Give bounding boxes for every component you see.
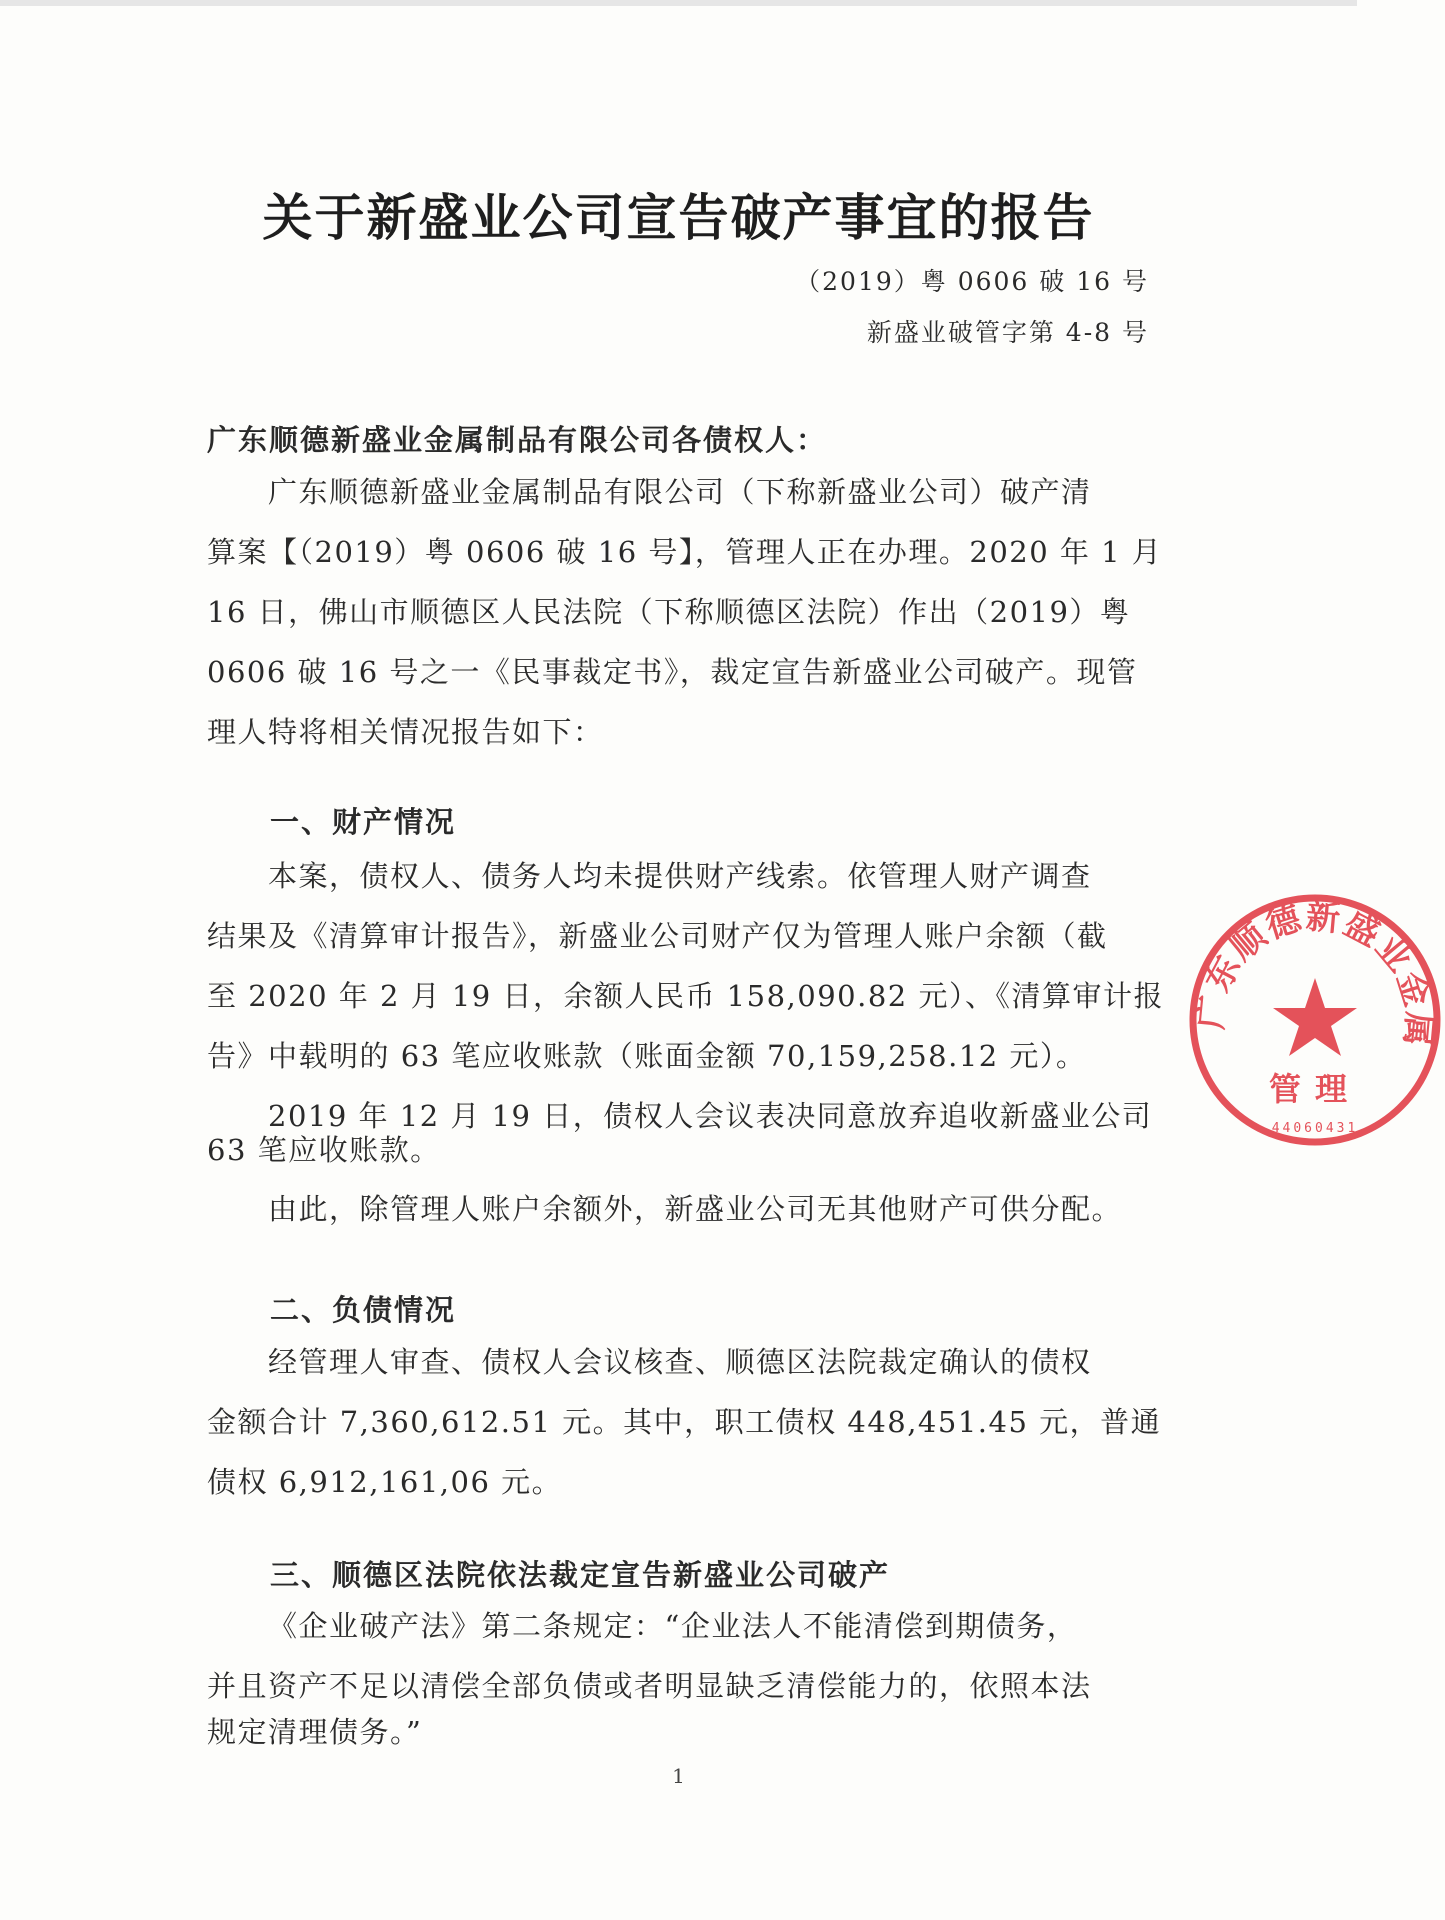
section-line: 告》中载明的 63 笔应收账款（账面金额 70,159,258.12 元）。: [207, 1039, 1087, 1073]
section-line: 《企业破产法》第二条规定：“企业法人不能清偿到期债务，: [268, 1609, 1078, 1643]
section-line: 结果及《清算审计报告》，新盛业公司财产仅为管理人账户余额（截: [207, 919, 1108, 953]
section-line: 并且资产不足以清偿全部负债或者明显缺乏清偿能力的，依照本法: [207, 1669, 1092, 1703]
section-line: 金额合计 7,360,612.51 元。其中，职工债权 448,451.45 元，普通: [207, 1405, 1162, 1439]
section-heading-property: 一、财产情况: [270, 805, 457, 839]
seal-center-text: 管理: [1268, 1070, 1362, 1108]
case-number: （2019）粤 0606 破 16 号: [795, 267, 1149, 296]
intro-line: 0606 破 16 号之一《民事裁定书》，裁定宣告新盛业公司破产。现管: [207, 655, 1138, 689]
seal-text: 广东顺德新盛业金属: [1190, 896, 1440, 1050]
section-line: 本案，债权人、债务人均未提供财产线索。依管理人财产调查: [268, 859, 1092, 893]
intro-line: 理人特将相关情况报告如下：: [207, 715, 604, 749]
seal-stamp-icon: [1185, 890, 1445, 1150]
administrator-reference: 新盛业破管字第 4-8 号: [866, 318, 1149, 347]
page-number: 1: [672, 1764, 685, 1788]
section-heading-liabilities: 二、负债情况: [270, 1293, 457, 1327]
seal-serial: 44060431: [1271, 1121, 1359, 1136]
section-line: 由此，除管理人账户余额外，新盛业公司无其他财产可供分配。: [268, 1192, 1123, 1226]
section-line: 63 笔应收账款。: [207, 1133, 441, 1167]
intro-line: 算案【（2019）粤 0606 破 16 号】，管理人正在办理。2020 年 1 月: [207, 535, 1163, 569]
section-line: 至 2020 年 2 月 19 日，余额人民币 158,090.82 元）、《清算审计报: [207, 979, 1164, 1013]
section-line: 规定清理债务。”: [207, 1715, 423, 1749]
scan-edge: [0, 0, 1357, 6]
section-line: 经管理人审查、债权人会议核查、顺德区法院裁定确认的债权: [268, 1345, 1092, 1379]
section-line: 2019 年 12 月 19 日，债权人会议表决同意放弃追收新盛业公司: [268, 1099, 1153, 1133]
section-heading-ruling: 三、顺德区法院依法裁定宣告新盛业公司破产: [270, 1558, 891, 1592]
addressee: 广东顺德新盛业金属制品有限公司各债权人：: [207, 423, 828, 457]
intro-line: 广东顺德新盛业金属制品有限公司（下称新盛业公司）破产清: [268, 475, 1092, 509]
official-seal: [1185, 890, 1445, 1150]
document-title: 关于新盛业公司宣告破产事宜的报告: [262, 189, 1095, 247]
section-line: 债权 6,912,161,06 元。: [207, 1465, 563, 1499]
intro-line: 16 日，佛山市顺德区人民法院（下称顺德区法院）作出（2019）粤: [207, 595, 1131, 629]
